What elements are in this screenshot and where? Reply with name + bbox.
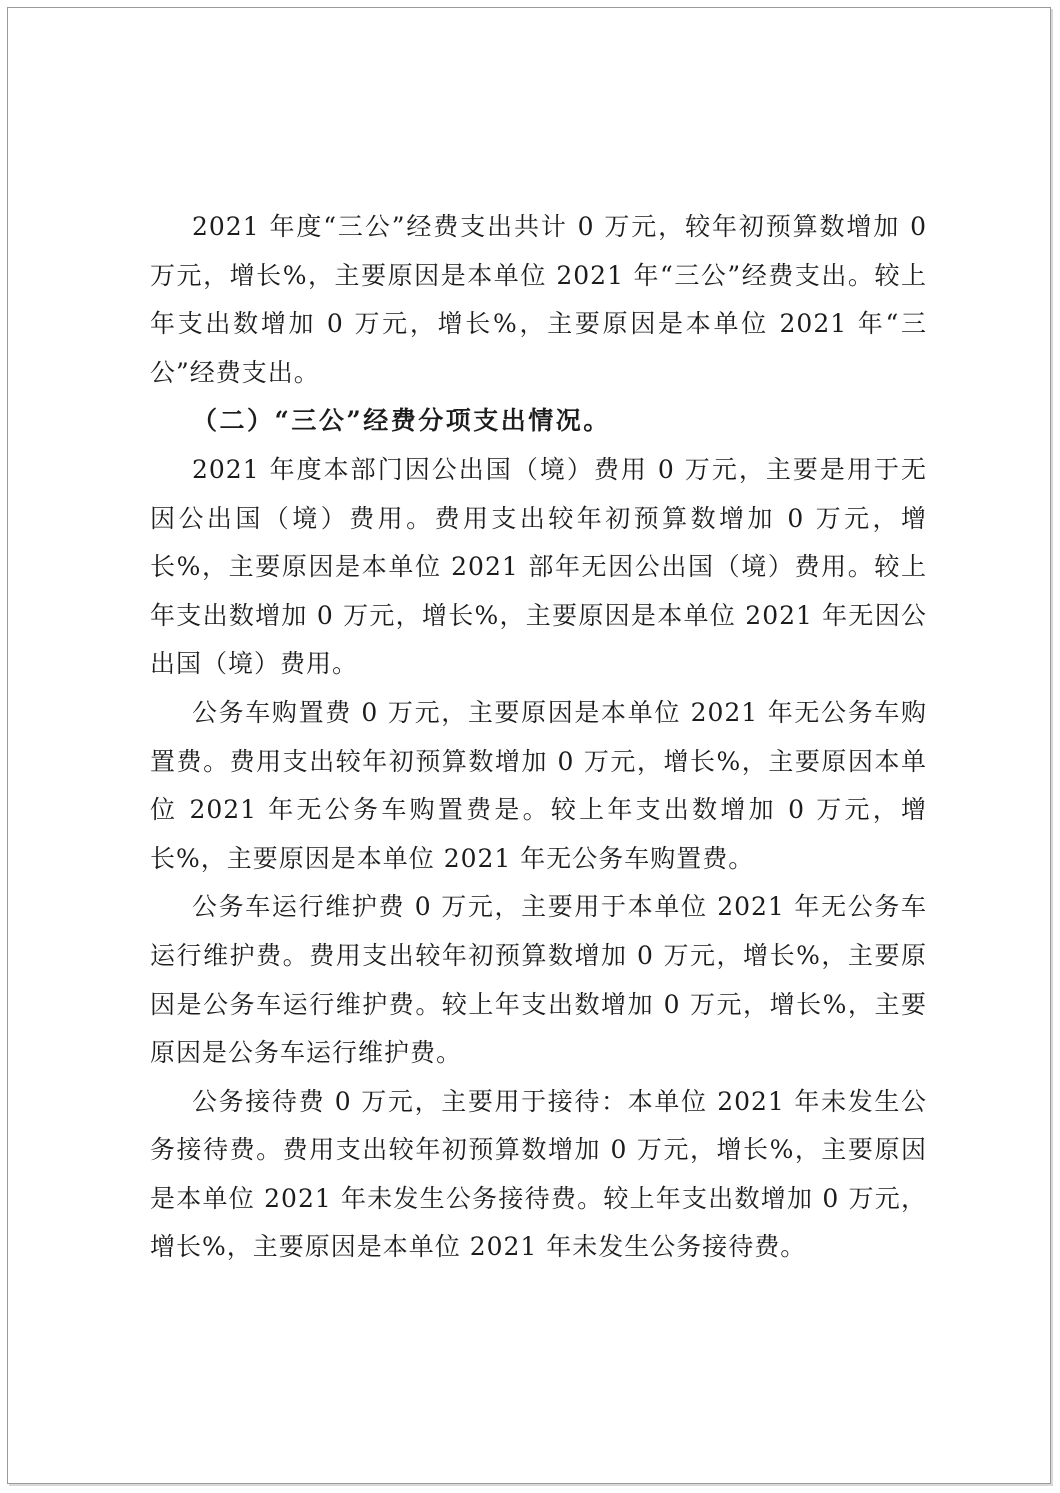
document-page: [7, 7, 1051, 1484]
section-heading: （二）“三公”经费分项支出情况。: [192, 406, 611, 436]
paragraph-overseas-travel: 2021 年度本部门因公出国（境）费用 0 万元，主要是用于无因公出国（境）费用。费用支出较年初预算数增加 0 万元，增长%，主要原因是本单位 2021 部年无因公出国（境）费用。较上年支出数增加 0 万元，增长%，主要原因是本单位 2021 年无因公出国（境）费用。: [150, 454, 927, 679]
paragraph-vehicle-maintenance: 公务车运行维护费 0 万元，主要用于本单位 2021 年无公务车运行维护费。费用支出较年初预算数增加 0 万元，增长%，主要原因是公务车运行维护费。较上年支出数增加 0 万元，增长%，主要原因是公务车运行维护费。: [150, 892, 927, 1068]
paragraph-total-expenditure: 2021 年度“三公”经费支出共计 0 万元，较年初预算数增加 0 万元，增长%，主要原因是本单位 2021 年“三公”经费支出。较上年支出数增加 0 万元，增长%，主要原因是本单位 2021 年“三公”经费支出。: [150, 212, 927, 387]
paragraph-official-reception: 公务接待费 0 万元，主要用于接待：本单位 2021 年未发生公务接待费。费用支出较年初预算数增加 0 万元，增长%，主要原因是本单位 2021 年未发生公务接待费。较上年支出数增加 0 万元，增长%，主要原因是本单位 2021 年未发生公务接待费。: [150, 1086, 927, 1262]
document-body: [150, 203, 927, 1272]
paragraph-vehicle-purchase: 公务车购置费 0 万元，主要原因是本单位 2021 年无公务车购置费。费用支出较年初预算数增加 0 万元，增长%，主要原因本单位 2021 年无公务车购置费是。较上年支出数增加 0 万元，增长%，主要原因是本单位 2021 年无公务车购置费。: [150, 697, 927, 873]
